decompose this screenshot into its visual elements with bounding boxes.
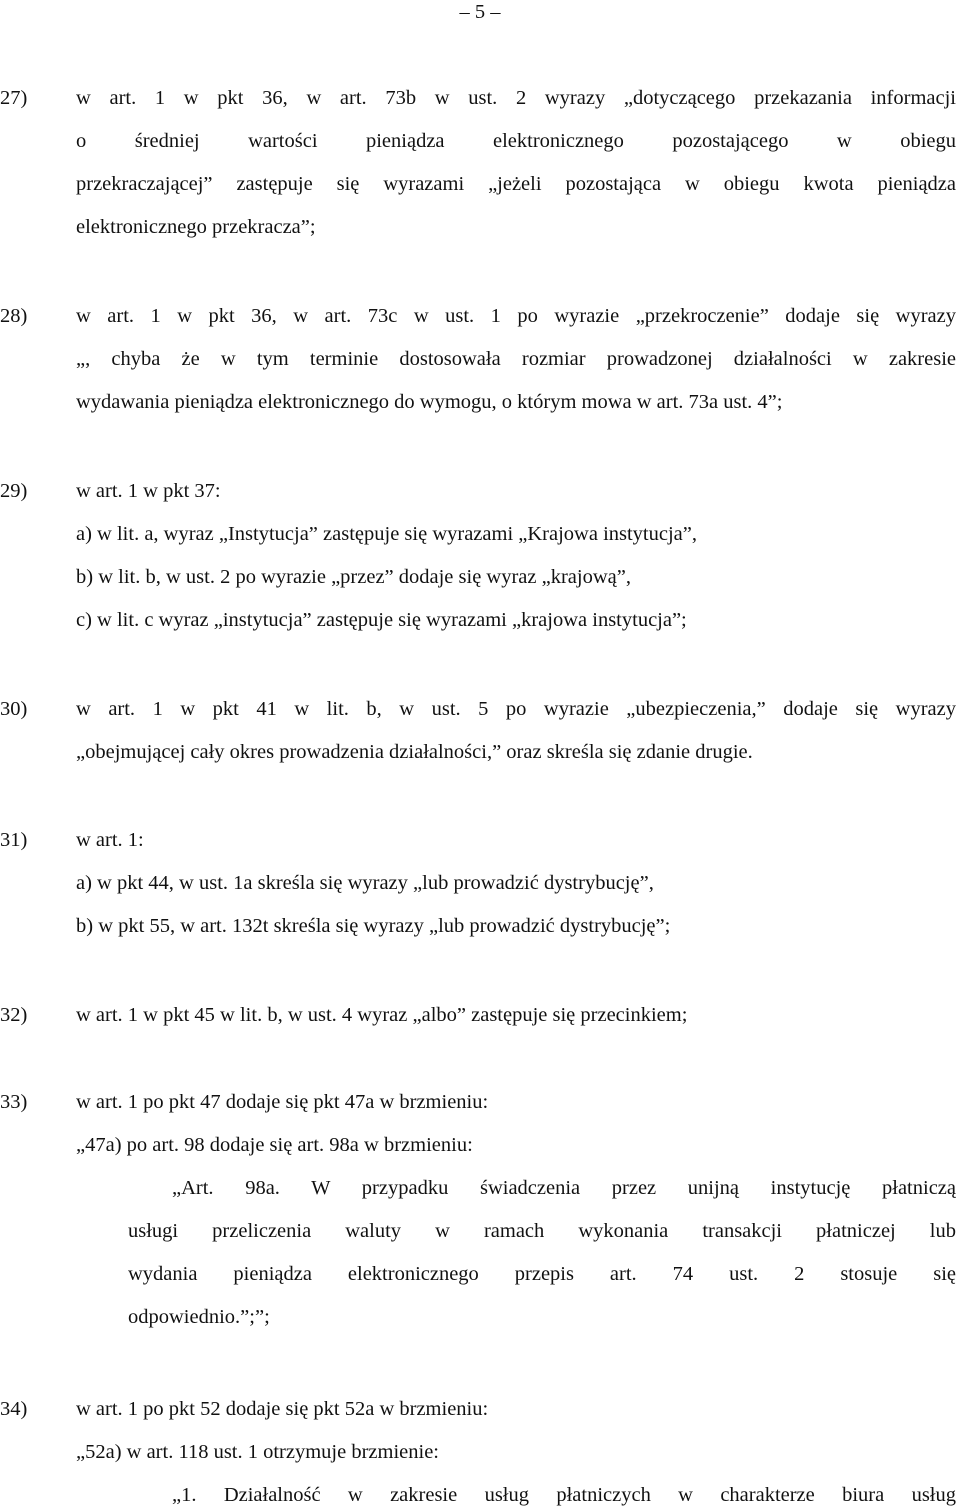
item-body xyxy=(76,688,956,774)
text-line: w art. 1 w pkt 41 w lit. b, w ust. 5 po wyrazie „ubezpieczenia,” dodaje się wyrazy xyxy=(76,698,956,720)
item-body xyxy=(76,77,956,249)
text-line: a) w lit. a, wyraz „Instytucja” zastępuje się wyrazami „Krajowa instytucja”, xyxy=(76,523,697,545)
text-line: w art. 1 w pkt 45 w lit. b, w ust. 4 wyraz „albo” zastępuje się przecinkiem; xyxy=(76,1004,688,1026)
text-line: w art. 1 w pkt 36, w art. 73b w ust. 2 wyrazy „dotyczącego przekazania informacji xyxy=(76,87,956,109)
page-number: – 5 – xyxy=(459,1,501,23)
text-line: w art. 1 w pkt 37: xyxy=(76,480,221,502)
item-number: 28) xyxy=(0,305,28,327)
text-line: „47a) po art. 98 dodaje się art. 98a w brzmieniu: xyxy=(76,1134,473,1156)
text-line: w art. 1 w pkt 36, w art. 73c w ust. 1 po wyrazie „przekroczenie” dodaje się wyrazy xyxy=(76,305,956,327)
text-line: „obejmującej cały okres prowadzenia działalności,” oraz skreśla się zdanie drugie. xyxy=(76,741,753,763)
text-line: c) w lit. c wyraz „instytucja” zastępuje się wyrazami „krajowa instytucja”; xyxy=(76,609,687,631)
item-number: 30) xyxy=(0,698,28,720)
text-line: „1. Działalność w zakresie usług płatniczych w charakterze biura usług xyxy=(172,1484,956,1506)
item-number: 31) xyxy=(0,829,28,851)
text-line: wydawania pieniądza elektronicznego do wymogu, o którym mowa w art. 73a ust. 4”; xyxy=(76,391,783,413)
text-line: b) w pkt 55, w art. 132t skreśla się wyrazy „lub prowadzić dystrybucję”; xyxy=(76,915,671,937)
text-line: „52a) w art. 118 ust. 1 otrzymuje brzmienie: xyxy=(76,1441,440,1463)
item-body xyxy=(76,819,956,948)
item-body xyxy=(76,1081,956,1339)
item-number: 32) xyxy=(0,1004,28,1026)
text-line: usługi przeliczenia waluty w ramach wykonania transakcji płatniczej lub xyxy=(128,1220,956,1242)
item-number: 29) xyxy=(0,480,28,502)
text-line: w art. 1 po pkt 52 dodaje się pkt 52a w brzmieniu: xyxy=(76,1398,489,1420)
item-body xyxy=(76,295,956,424)
text-line: wydania pieniądza elektronicznego przepis art. 74 ust. 2 stosuje się xyxy=(128,1263,956,1285)
text-line: b) w lit. b, w ust. 2 po wyrazie „przez” dodaje się wyraz „krajową”, xyxy=(76,566,631,588)
text-line: w art. 1: xyxy=(76,829,144,851)
item-number: 27) xyxy=(0,87,28,109)
item-number: 34) xyxy=(0,1398,28,1420)
item-body xyxy=(76,994,956,1037)
text-line: o średniej wartości pieniądza elektronicznego pozostającego w obiegu xyxy=(76,130,956,152)
text-line: a) w pkt 44, w ust. 1a skreśla się wyrazy „lub prowadzić dystrybucję”, xyxy=(76,872,654,894)
item-body xyxy=(76,470,956,642)
text-line: w art. 1 po pkt 47 dodaje się pkt 47a w brzmieniu: xyxy=(76,1091,489,1113)
text-line: odpowiednio.”;”; xyxy=(128,1306,270,1328)
text-line: „Art. 98a. W przypadku świadczenia przez unijną instytucję płatniczą xyxy=(172,1177,956,1199)
text-line: elektronicznego przekracza”; xyxy=(76,216,316,238)
text-line: przekraczającej” zastępuje się wyrazami „jeżeli pozostająca w obiegu kwota pieniądza xyxy=(76,173,956,195)
text-line: „, chyba że w tym terminie dostosowała rozmiar prowadzonej działalności w zakresie xyxy=(76,348,956,370)
item-body xyxy=(76,1388,956,1511)
item-number: 33) xyxy=(0,1091,28,1113)
